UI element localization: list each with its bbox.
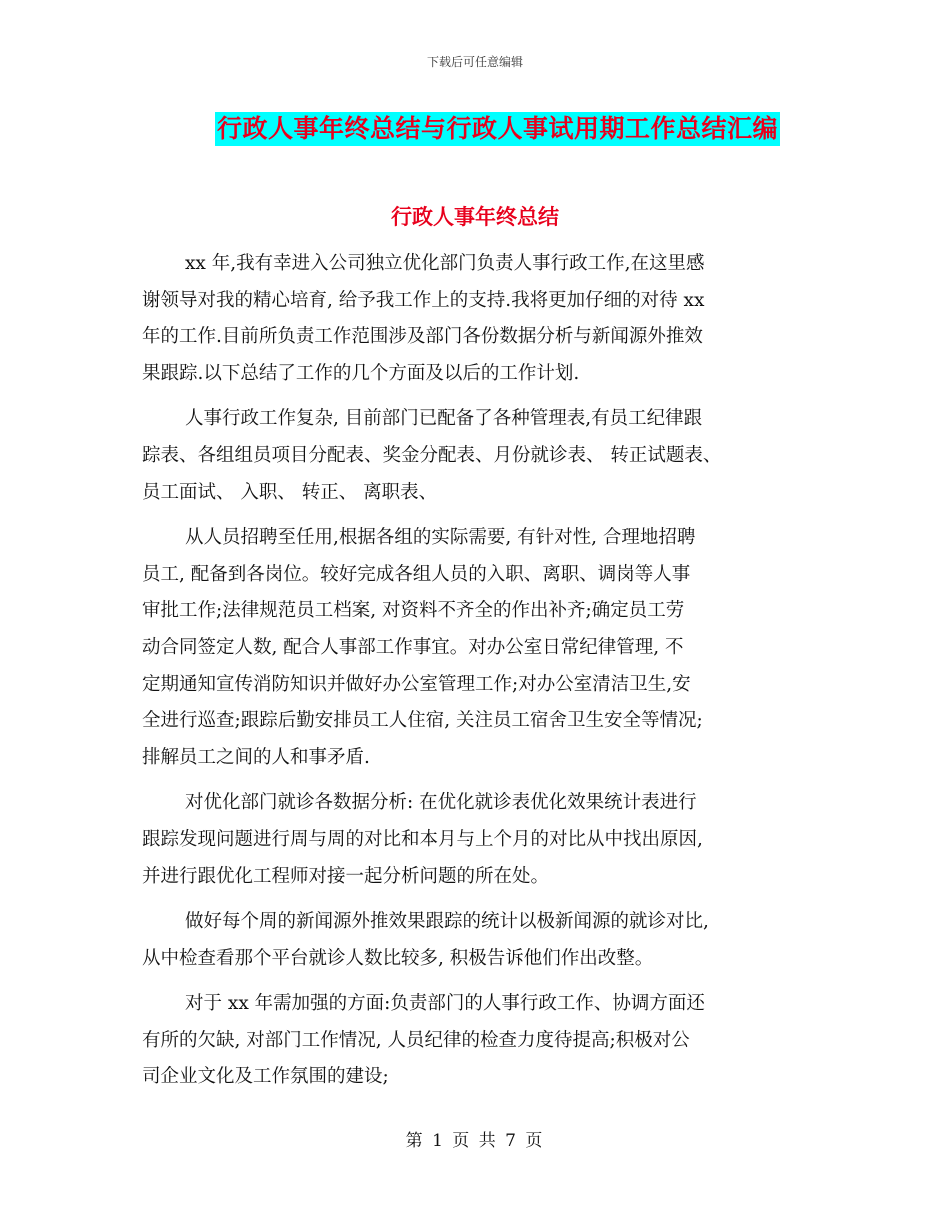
paragraph-line: 有所的欠缺, 对部门工作情况, 人员纪律的检查力度待提高;积极对公 <box>142 1029 690 1051</box>
paragraph-line: 司企业文化及工作氛围的建设; <box>142 1066 389 1088</box>
paragraph-line: 对优化部门就诊各数据分析: 在优化就诊表优化效果统计表进行 <box>185 792 697 814</box>
document-title-container <box>0 112 950 146</box>
paragraph-line: 人事行政工作复杂, 目前部门已配备了各种管理表,有员工纪律跟 <box>185 408 703 430</box>
paragraph-line: 果跟踪.以下总结了工作的几个方面及以后的工作计划. <box>142 362 580 384</box>
document-title: 行政人事年终总结与行政人事试用期工作总结汇编 <box>215 112 780 146</box>
paragraph-line: 做好每个周的新闻源外推效果跟踪的统计以极新闻源的就诊对比, <box>185 911 709 933</box>
paragraph-line: 并进行跟优化工程师对接一起分析问题的所在处。 <box>142 865 550 887</box>
paragraph-line: 员工面试、 入职、 转正、 离职表、 <box>142 481 438 503</box>
paragraph-line: xx 年,我有幸进入公司独立优化部门负责人事行政工作,在这里感 <box>185 253 705 274</box>
paragraph-line: 审批工作;法律规范员工档案, 对资料不齐全的作出补齐;确定员工劳 <box>142 600 685 622</box>
paragraph-line: 从人员招聘至任用,根据各组的实际需要, 有针对性, 合理地招聘 <box>185 527 696 549</box>
paragraph-line: 动合同签定人数, 配合人事部工作事宜。对办公室日常纪律管理, 不 <box>142 636 684 658</box>
paragraph-line: 谢领导对我的精心培育, 给予我工作上的支持.我将更加仔细的对待 xx <box>142 289 705 311</box>
paragraph-line: 年的工作.目前所负责工作范围涉及部门各份数据分析与新闻源外推效 <box>142 326 703 348</box>
paragraph-line: 从中检查看那个平台就诊人数比较多, 积极告诉他们作出改整。 <box>142 947 654 969</box>
page-footer-indicator: 第 1 页 共 7 页 <box>405 1131 545 1151</box>
document-body <box>142 246 822 1096</box>
paragraph-line: 定期通知宣传消防知识并做好办公室管理工作;对办公室清洁卫生,安 <box>142 673 691 695</box>
page-header-note: 下载后可任意编辑 <box>426 55 523 69</box>
paragraph-line: 对于 xx 年需加强的方面:负责部门的人事行政工作、协调方面还 <box>185 993 705 1015</box>
paragraph-line: 排解员工之间的人和事矛盾. <box>142 746 370 768</box>
paragraph-line: 员工, 配备到各岗位。较好完成各组人员的入职、离职、调岗等人事 <box>142 563 691 585</box>
paragraph-line: 跟踪发现问题进行周与周的对比和本月与上个月的对比从中找出原因, <box>142 828 703 850</box>
paragraph-line: 踪表、各组组员项目分配表、奖金分配表、月份就诊表、 转正试题表、 <box>142 444 722 466</box>
section-title: 行政人事年终总结 <box>391 205 559 229</box>
paragraph-line: 全进行巡查;跟踪后勤安排员工人住宿, 关注员工宿舍卫生安全等情况; <box>142 710 703 732</box>
